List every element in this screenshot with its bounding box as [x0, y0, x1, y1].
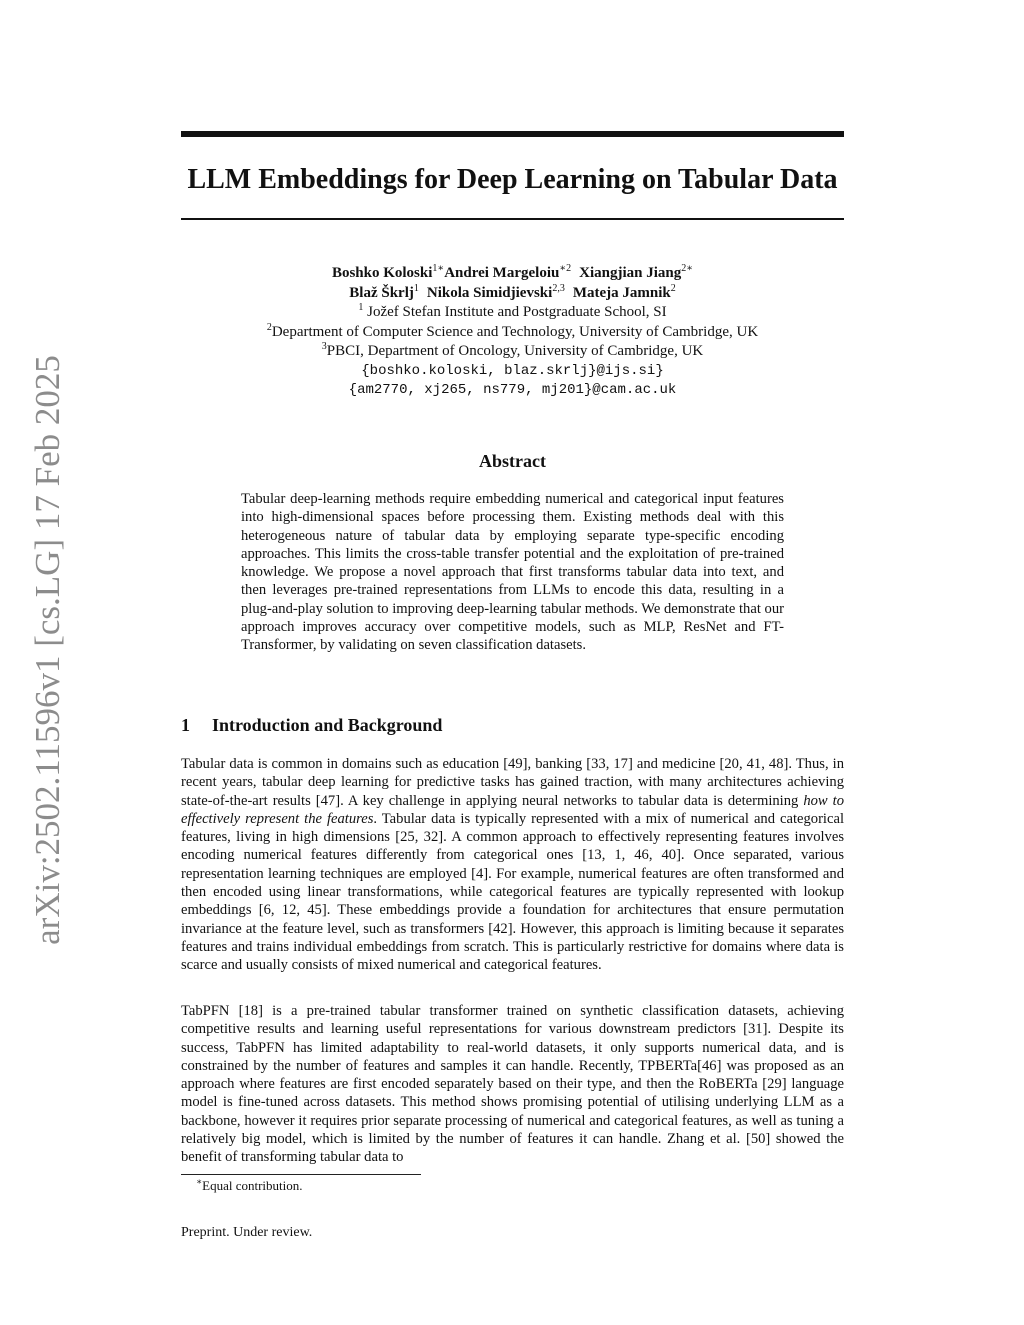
affiliation-mark: 2 [266, 321, 272, 333]
affiliation-3 [181, 342, 844, 362]
abstract-body: Tabular deep-learning methods require embedding numerical and categorical input features into high-dimensional spaces before processing them. Existing methods deal with this heterogeneous nature of tabular data by employing separate type-specific encoding approaches. This limits the cross-table transfer potential and the exploitation of pre-trained knowledge. We propose a novel approach that first transforms tabular data into text, and then leverages pre-trained representations from LLMs to encode this data, resulting in a plug-and-play solution to improving deep-learning tabular methods. We demonstrate that our approach improves accuracy over competitive models, such as MLP, ResNet and FT-Transformer, by validating on seven classification datasets. [241, 491, 784, 654]
affiliation-mark: 1 [358, 302, 364, 313]
affiliation-text: Department of Computer Science and Technology, University of Cambridge, UK [271, 323, 759, 340]
title-bottom-rule [181, 218, 844, 220]
author-mark: 1∗ [432, 263, 445, 274]
affiliation-1 [181, 303, 844, 323]
footnote-mark: ∗ [196, 1176, 203, 1187]
author-name: Xiangjian Jiang [579, 265, 682, 281]
footnote-rule [181, 1174, 421, 1175]
intro-paragraph-2: TabPFN [18] is a pre-trained tabular transformer trained on synthetic classification datasets, achieving competitive results and learning useful representations for various downstream predictors [31]. Despite its success, TabPFN has limited adaptability to real-world datasets, it only supports numerical data, and is constrained by the number of features and samples it can handle. Recently, TPBERTa[46] was proposed as an approach where features are first encoded separately based on their type, and then the RoBERTa [29] language model is fine-tuned across datasets. This method shows promising potential of utilising underlying LLM as a backbone, however it requires prior separate processing of numerical and categorical features, as well as tuning a relatively big model, which is limited by the number of features it can handle. Zhang et al. [50] showed the benefit of transforming tabular data to [181, 1003, 844, 1166]
author-mark: 2 [670, 282, 676, 294]
author-mark: ∗2 [559, 263, 572, 274]
section-title: Introduction and Background [212, 715, 443, 735]
author-name: Mateja Jamnik [572, 284, 671, 301]
author-mark: 1 [413, 282, 419, 294]
abstract-heading: Abstract [479, 451, 546, 471]
author-row-2 [181, 284, 844, 304]
preprint-notice: Preprint. Under review. [181, 1225, 313, 1240]
affiliation-text: Jožef Stefan Institute and Postgraduate School, SI [367, 304, 667, 320]
footnote-text: Equal contribution. [202, 1178, 303, 1193]
paper-title: LLM Embeddings for Deep Learning on Tabular Data [187, 164, 838, 195]
affiliation-mark: 3 [321, 341, 327, 352]
author-mark: 2,3 [552, 282, 565, 294]
affiliation-text: PBCI, Department of Oncology, University of Cambridge, UK [326, 343, 704, 359]
paragraph-text: . Tabular data is typically represented with a mix of numerical and categorical features, living in high dimensions [25, 32]. A common approach to effectively representing features involves encoding numerical features differently from categorical ones [13, 1, 46, 40]. Once separated, various representation learning techniques are employed [4]. For example, numerical features are often transformed and then encoded using linear transformations, while categorical features are typically represented with lookup embeddings [6, 12, 45]. These embeddings provide a foundation for architectures that ensure permutation invariance at the feature level, such as transformers [42]. However, this approach is limiting because it separates features and trains individual embeddings from scratch. This is particularly restrictive for domains where data is scarce and usually consists of mixed numerical and categorical features. [181, 810, 844, 974]
arxiv-identifier: arXiv:2502.11596v1 [cs.LG] 17 Feb 2025 [28, 355, 67, 945]
author-mark: 2∗ [681, 263, 694, 274]
author-name: Andrei Margeloiu [444, 265, 560, 281]
author-block [181, 264, 844, 401]
author-row-1 [181, 264, 844, 284]
footnote [196, 1178, 303, 1194]
author-name: Blaž Škrlj [349, 284, 414, 301]
email-line-2: {am2770, xj265, ns779, mj201}@cam.ac.uk [348, 382, 677, 398]
paragraph-text: Tabular data is common in domains such as education [49], banking [33, 17] and medicine [20, 41, 48]. Thus, in recent years, tabular deep learning for predictive tasks has gained traction, with many architectures achieving state-of-the-art results [47]. A key challenge in applying neural networks to tabular data is determining [181, 756, 844, 809]
section-number: 1 [181, 715, 190, 735]
title-top-rule [181, 131, 844, 137]
affiliation-2 [181, 323, 844, 343]
intro-paragraph-1 [181, 755, 844, 975]
author-name: Nikola Simidjievski [426, 284, 553, 301]
section-heading [181, 714, 442, 736]
author-name: Boshko Koloski [331, 265, 433, 281]
email-line-1: {boshko.koloski, blaz.skrlj}@ijs.si} [361, 362, 664, 379]
emphasized-text: how to effectively represent the features [181, 792, 844, 827]
